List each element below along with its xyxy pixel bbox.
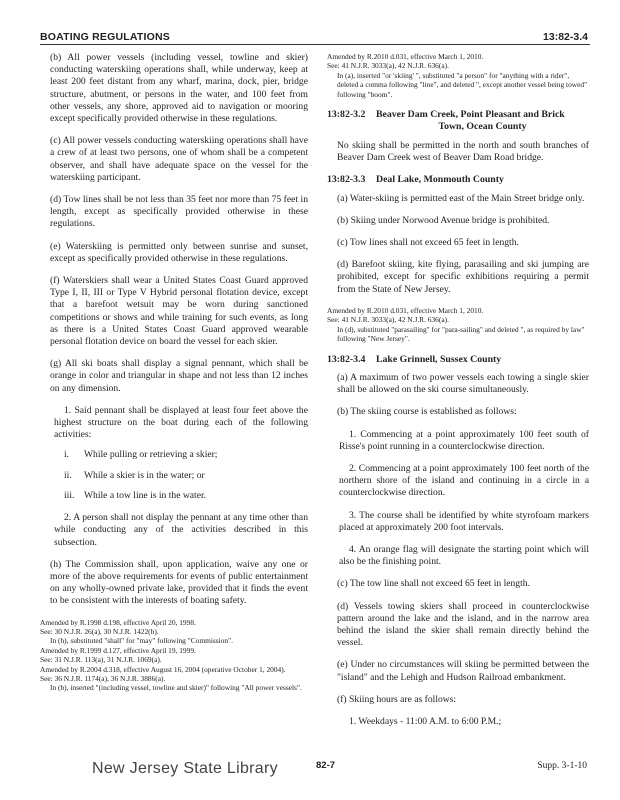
section-number: 13:82-3.3 xyxy=(327,174,366,186)
section-heading-3-4 xyxy=(327,354,589,366)
history-note: Amended by R.2004 d.318, effective August 16, 2004 (operative October 1, 2004). xyxy=(40,664,286,674)
header-rule xyxy=(40,44,590,45)
section-number: 13:82-3.2 xyxy=(327,109,366,121)
section-3-4-e: (e) Under no circumstances will skiing be permitted between the "island" and the Lehigh and Hudson Railroad embankment. xyxy=(337,659,589,683)
g-1-list xyxy=(40,449,308,502)
section-3-3-c: (c) Tow lines shall not exceed 65 feet in length. xyxy=(337,237,519,249)
section-3-3-notes xyxy=(327,306,589,344)
section-heading-3-3 xyxy=(327,174,589,186)
right-column xyxy=(327,52,589,728)
section-3-4-f: (f) Skiing hours are as follows: xyxy=(337,693,457,705)
list-item xyxy=(64,470,308,482)
section-heading-3-2 xyxy=(327,109,589,134)
list-item-number: ii. xyxy=(64,469,72,481)
history-note: Amended by R.1998 d.198, effective April 20, 1998. xyxy=(40,617,196,627)
section-3-2-text: No skiing shall be permitted in the north and south branches of Beaver Dam Creek west of Beaver Dam Road bridge. xyxy=(337,139,589,164)
paragraph-e: (e) Waterskiing is permitted only between sunrise and sunset, except as specifically provided otherwise in these regulations. xyxy=(50,240,308,264)
library-stamp: New Jersey State Library xyxy=(92,760,278,777)
section-title: Deal Lake, Monmouth County xyxy=(376,174,504,186)
list-item-text: While pulling or retrieving a skier; xyxy=(84,449,218,461)
list-item-text: While a skier is in the water; or xyxy=(84,469,205,481)
history-note: See: 30 N.J.R. 26(a), 30 N.J.R. 1422(b). xyxy=(40,626,159,636)
section-number: 13:82-3.4 xyxy=(327,353,366,365)
section-title: Beaver Dam Creek, Point Pleasant and Brick xyxy=(376,109,565,121)
section-title-continued: Town, Ocean County xyxy=(438,121,527,133)
section-3-3-a: (a) Water-skiing is permitted east of the Main Street bridge only. xyxy=(337,192,585,204)
paragraph-f: (f) Waterskiers shall wear a United States Coast Guard approved Type I, II, III or Type V Hybrid personal flotation device, except that a barefoot wetsuit may be worn during sanctioned competitions or shows and while training for such events, as long as there is a United States Coast Guard approved wearable personal flotation device on board the vessel for each skier. xyxy=(50,275,308,348)
section-3-4-b-1: 1. Commencing at a point approximately 100 feet south of Risse's point running in a counterclockwise direction. xyxy=(339,428,589,452)
paragraph-g-2: 2. A person shall not display the pennant at any time other than while conducting any of the activities described in this subsection. xyxy=(54,512,308,548)
section-3-3-b: (b) Skiing under Norwood Avenue bridge is prohibited. xyxy=(337,214,550,226)
history-note: See: 41 N.J.R. 3033(a), 42 N.J.R. 636(a). xyxy=(327,315,449,325)
history-note: Amended by R.2010 d.031, effective March 1, 2010. xyxy=(327,52,484,61)
list-item xyxy=(64,490,308,502)
supplement-date: Supp. 3-1-10 xyxy=(537,761,587,771)
section-3-4-b-3: 3. The course shall be identified by white styrofoam markers placed at approximately 200 foot intervals. xyxy=(339,509,589,533)
history-note: See: 41 N.J.R. 3033(a), 42 N.J.R. 636(a). xyxy=(327,61,449,71)
section-3-3-d: (d) Barefoot skiing, kite flying, parasailing and ski jumping are prohibited, except for specific exhibitions requiring a permit from the State of New Jersey. xyxy=(337,259,589,295)
history-note: In (d), substituted "parasailing" for "para-sailing" and deleted ", as required by law" following "New Jersey". xyxy=(337,324,585,344)
list-item-number: i. xyxy=(64,449,70,461)
history-note: In (h), substituted "shall" for "may" following "Commission". xyxy=(50,636,233,646)
history-note: See: 36 N.J.R. 1174(a), 36 N.J.R. 3886(a). xyxy=(40,673,166,683)
list-item xyxy=(64,449,308,461)
paragraph-g: (g) All ski boats shall display a signal pennant, which shall be orange in color and triangular in shape and not less than 12 inches on any dimension. xyxy=(50,358,308,394)
history-note: In (b), inserted "(including vessel, towline and skier)" following "All power vessels". xyxy=(50,683,302,693)
section-3-4-c: (c) The tow line shall not exceed 65 feet in length. xyxy=(337,578,530,590)
history-note: Amended by R.1999 d.127, effective April 19, 1999. xyxy=(40,645,196,655)
section-3-4-b: (b) The skiing course is established as follows: xyxy=(337,406,517,418)
paragraph-d: (d) Tow lines shall be not less than 35 feet nor more than 75 feet in length, except as specifically provided otherwise in these regulations. xyxy=(50,194,308,230)
section-3-4-d: (d) Vessels towing skiers shall proceed in counterclockwise pattern around the lake and the island, and in the narrow area behind the island the skier shall remain directly behind the vessel. xyxy=(337,600,589,649)
section-3-4-b-2: 2. Commencing at a point approximately 100 feet north of the northern shore of the island and continuing in a circle in a counterclockwise direction. xyxy=(339,462,589,499)
running-header-title: BOATING REGULATIONS xyxy=(40,31,170,43)
history-note: See: 31 N.J.R. 113(a), 31 N.J.R. 1069(a). xyxy=(40,655,162,665)
section-3-4-a: (a) A maximum of two power vessels each towing a single skier shall be allowed on the ski course simultaneously. xyxy=(337,371,589,396)
paragraph-c: (c) All power vessels conducting waterskiing operations shall have a crew of at least two persons, one of whom shall be a competent observer, and shall have adequate space on the vessel for the waterskiing participant. xyxy=(50,135,308,183)
section-title: Lake Grinnell, Sussex County xyxy=(376,353,502,365)
amendment-notes xyxy=(327,52,589,99)
list-item-text: While a tow line is in the water. xyxy=(84,489,207,501)
left-column xyxy=(40,52,308,693)
history-note: In (a), inserted "or 'skiing' ", substituted "a person" for "anything with a rider", deleted a comma following "line", and deleted ", except another vessel being towed" following "boom". xyxy=(337,70,588,99)
history-notes xyxy=(40,618,308,693)
paragraph-h: (h) The Commission shall, upon application, waive any one or more of the above requirements for events of public entertainment on any wholly-owned private lake, provided that it finds the event to be consistent with the interests of boating safety. xyxy=(50,558,308,607)
paragraph-b: (b) All power vessels (including vessel, towline and skier) conducting waterskiing operations shall, while underway, keep at least 200 feet distant from any wharf, marina, dock, pier, bridge structure, abutment, or persons in the water, and 100 feet from other vessels, any shore, approved aid to navigation or mooring except specifically provided otherwise in these regulations. xyxy=(50,52,308,125)
running-header-section: 13:82-3.4 xyxy=(543,31,588,43)
page-number: 82-7 xyxy=(316,760,336,771)
paragraph-g-1: 1. Said pennant shall be displayed at least four feet above the highest structure on the boat during each of the following activities: xyxy=(54,404,308,441)
list-item-number: iii. xyxy=(64,489,75,501)
section-3-4-b-4: 4. An orange flag will designate the starting point which will also be the finishing point. xyxy=(339,543,589,568)
section-3-4-f-1: 1. Weekdays - 11:00 A.M. to 6:00 P.M.; xyxy=(349,715,502,727)
history-note: Amended by R.2010 d.031, effective March 1, 2010. xyxy=(327,305,484,315)
